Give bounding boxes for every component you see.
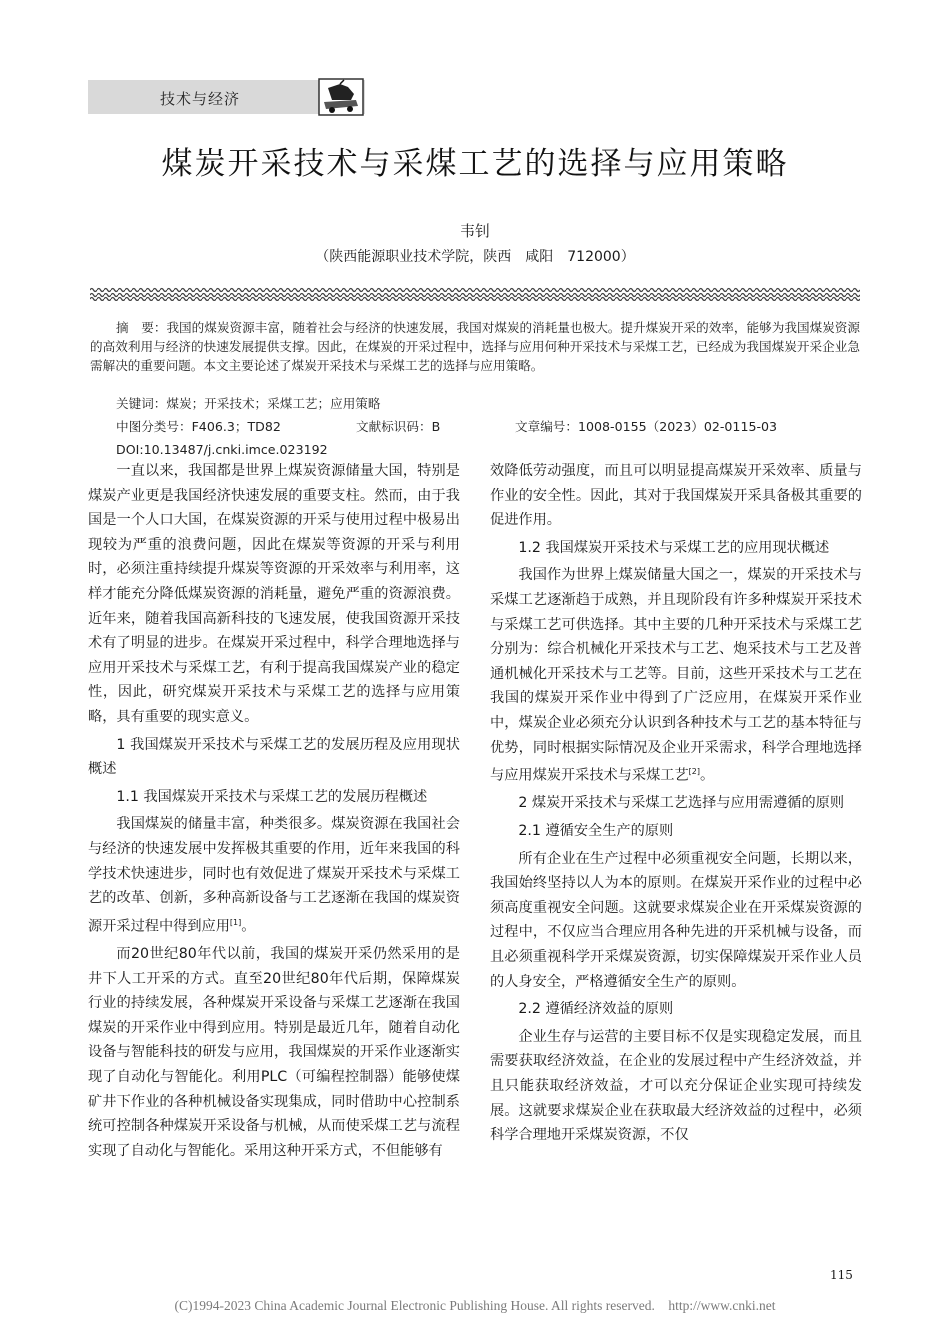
citation-1[interactable]: [1] bbox=[229, 917, 242, 927]
doi: DOI:10.13487/j.cnki.imce.023192 bbox=[116, 442, 328, 457]
article-title: 煤炭开采技术与采煤工艺的选择与应用策略 bbox=[161, 146, 789, 182]
page-number: 115 bbox=[830, 1268, 853, 1282]
right-column bbox=[490, 459, 862, 1148]
section-2-1-paragraph: 所有企业在生产过程中必须重视安全问题，长期以来，我国始终坚持以人为本的原则。在煤炭开采作业的过程中必须高度重视安全问题。这就要求煤炭企业在开采煤炭资源的过程中，不仅应当合理应用各种先进的开采机械与设备，而且必须重视科学开采煤炭资源，切实保障煤炭开采作业人员的人身安全，严格遵循安全生产的原则。 bbox=[490, 850, 862, 990]
section-1-1-paragraph-2: 而20世纪80年代以前，我国的煤炭开采仍然采用的是井下人工开采的方式。直至20世纪80年代后期，保障煤炭行业的持续发展，各种煤炭开采设备与采煤工艺逐渐在我国煤炭的开采作业中得到应用。特别是最近几年，随着自动化设备与智能科技的研发与应用，我国煤炭的开采作业逐渐实现了自动化与智能化。利用PLC（可编程控制器）能够使煤矿井下作业的各种机械设备实现集成，同时借助中心控制系统可控制各种煤炭开采设备与机械，从而使采煤工艺与流程实现了自动化与智能化。采用这种开采方式，不但能够有 bbox=[88, 946, 460, 1159]
article-number: 文章编号：1008-0155（2023）02-0115-03 bbox=[515, 419, 778, 434]
section-label: 技术与经济 bbox=[160, 90, 241, 108]
section-1-1-paragraph-1-text: 我国煤炭的储量丰富，种类很多。煤炭资源在我国社会与经济的快速发展中发挥极其重要的作用，近年来我国的科学技术快速进步，同时也有效促进了煤炭开采技术与采煤工艺的改革、创新，多种高新设备与工艺逐渐在我国的煤炭资源开采过程中得到应用 bbox=[88, 816, 460, 935]
decorative-wave-rule bbox=[90, 287, 860, 301]
copyright-footer: (C)1994-2023 China Academic Journal Electronic Publishing House. All rights reserved. http://www.cnki.net bbox=[174, 1298, 776, 1313]
abstract: 摘 要：我国的煤炭资源丰富，随着社会与经济的快速发展，我国对煤炭的消耗量也极大。提升煤炭开采的效率，能够为我国煤炭资源的高效利用与经济的快速发展提供支撑。因此，在煤炭的开采过程中，选择与应用何种开采技术与采煤工艺，已经成为我国煤炭开采企业急需解决的重要问题。本文主要论述了煤炭开采技术与采煤工艺的选择与应用策略。 bbox=[90, 320, 860, 373]
section-1-2-paragraph-text: 我国作为世界上煤炭储量大国之一，煤炭的开采技术与采煤工艺逐渐趋于成熟，并且现阶段有许多种煤炭开采技术与采煤工艺可供选择。其中主要的几种开采技术与采煤工艺分别为：综合机械化开采技术与工艺、炮采技术与工艺及普通机械化开采技术与工艺等。目前，这些开采技术与工艺在我国的煤炭开采作业中得到了广泛应用，在煤炭开采作业中，煤炭企业必须充分认识到各种技术与工艺的基本特征与优势，同时根据实际情况及企业开采需求，科学合理地选择与应用煤炭开采技术与采煤工艺 bbox=[490, 567, 862, 784]
section-2-1-heading: 2.1 遵循安全生产的原则 bbox=[518, 823, 674, 840]
intro-paragraph: 一直以来，我国都是世界上煤炭资源储量大国，特别是煤炭产业更是我国经济快速发展的重要支柱。然而，由于我国是一个人口大国，在煤炭资源的开采与使用过程中极易出现较为严重的浪费问题，因此在煤炭等资源的开采与利用时，必须注重持续提升煤炭等资源的开采效率与利用率，这样才能充分降低煤炭资源的消耗量，避免严重的资源浪费。近年来，随着我国高新科技的飞速发展，使我国资源开采技术有了明显的进步。在煤炭开采过程中，科学合理地选择与应用开采技术与采煤工艺，有利于提高我国煤炭产业的稳定性，因此，研究煤炭开采技术与采煤工艺的选择与应用策略，具有重要的现实意义。 bbox=[88, 463, 460, 725]
section-1-2-heading: 1.2 我国煤炭开采技术与采煤工艺的应用现状概述 bbox=[518, 539, 830, 556]
mining-cart-icon bbox=[318, 78, 364, 116]
section-2-2-heading: 2.2 遵循经济效益的原则 bbox=[518, 1001, 674, 1018]
section-1-heading: 1 我国煤炭开采技术与采煤工艺的发展历程及应用现状概述 bbox=[88, 736, 460, 778]
clc-number: 中图分类号：F406.3；TD82 bbox=[116, 419, 281, 434]
author-name: 韦钊 bbox=[459, 222, 490, 240]
left-column bbox=[88, 459, 460, 1163]
document-code: 文献标识码：B bbox=[356, 419, 441, 434]
section-1-2-paragraph-end: 。 bbox=[699, 767, 715, 784]
author-affiliation: （陕西能源职业技术学院，陕西 咸阳 712000） bbox=[315, 249, 635, 265]
keywords: 关键词：煤炭；开采技术；采煤工艺；应用策略 bbox=[116, 396, 381, 411]
section-1-1-heading: 1.1 我国煤炭开采技术与采煤工艺的发展历程概述 bbox=[116, 788, 428, 805]
section-2-2-paragraph: 企业生存与运营的主要目标不仅是实现稳定发展，而且需要获取经济效益，在企业的发展过程中产生经济效益，并且只能获取经济效益，才可以充分保证企业实现可持续发展。这就要求煤炭企业在获取最大经济效益的过程中，必须科学合理地开采煤炭资源，不仅 bbox=[490, 1028, 862, 1144]
section-1-1-paragraph-1 bbox=[88, 812, 460, 939]
continued-paragraph: 效降低劳动强度，而且可以明显提高煤炭开采效率、质量与作业的安全性。因此，其对于我国煤炭开采具备极其重要的促进作用。 bbox=[490, 463, 862, 529]
section-1-1-paragraph-1-end: 。 bbox=[241, 918, 256, 935]
section-1-2-paragraph bbox=[490, 563, 862, 788]
section-2-heading: 2 煤炭开采技术与采煤工艺选择与应用需遵循的原则 bbox=[518, 795, 845, 812]
citation-2[interactable]: [2] bbox=[688, 767, 700, 777]
